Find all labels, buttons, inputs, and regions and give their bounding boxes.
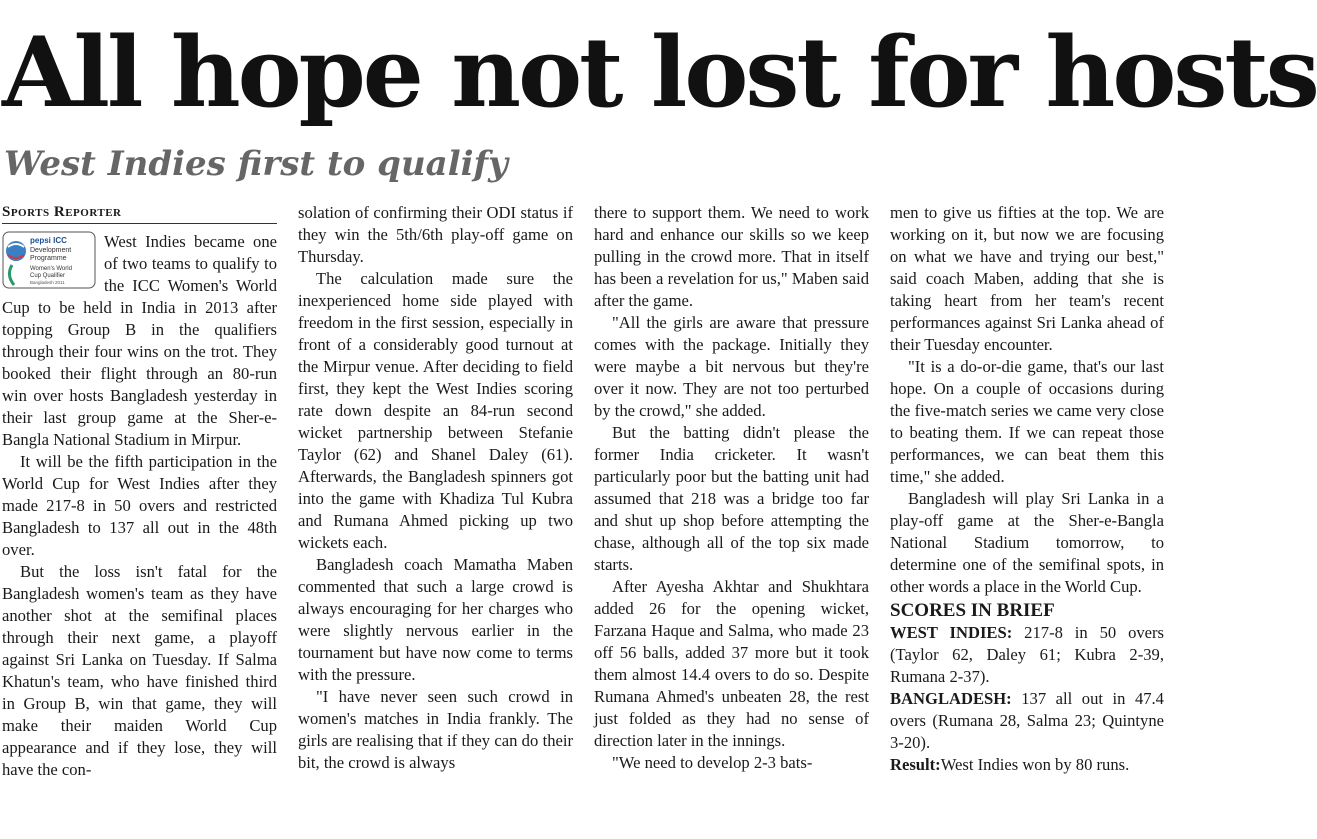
paragraph: "I have never seen such crowd in women's matches in India frankly. The girls are realising that if they can do their bit, the crowd is always xyxy=(298,687,573,772)
logo-line1: pepsi ICC xyxy=(30,236,67,245)
paragraph: "We need to develop 2-3 bats- xyxy=(612,753,813,772)
paragraph: solation of confirming their ODI status if they win the 5th/6th play-off game on Thursday. xyxy=(298,203,573,266)
paragraph: there to support them. We need to work hard and enhance our skills so we keep pulling in the crowd more. That in itself has been a revelation for us," Maben said after the game. xyxy=(594,203,869,310)
icc-development-programme-logo xyxy=(2,231,96,289)
article-column-3 xyxy=(594,202,869,839)
score-result xyxy=(890,754,1164,776)
logo-line4: Women's World xyxy=(30,266,72,272)
paragraph: men to give us fifties at the top. We are working on it, but now we are focusing on what we have and trying our best," said coach Maben, adding that she is taking heart from her team's recent performances against Sri Lanka ahead of their Tuesday encounter. xyxy=(890,203,1164,354)
article-column-2 xyxy=(298,202,573,839)
score-text: 217-8 in 50 overs (Taylor 62, Daley 61; Kubra 2-39, Rumana 2-37). xyxy=(890,623,1165,686)
score-label: Result: xyxy=(890,755,941,774)
logo-line2: Development xyxy=(30,247,72,254)
score-label: WEST INDIES: xyxy=(890,623,1013,642)
paragraph: West Indies became one of two teams to qualify to the ICC Women's World Cup to be held in India in 2013 after topping Group B in the qualifiers through their four wins on the trot. They booked their flight through an 80-run win over hosts Bangladesh yesterday in their last group game at the Sher-e-Bangla National Stadium in Mirpur. xyxy=(2,232,277,449)
byline: Sports Reporter xyxy=(2,202,277,224)
logo-line6: Bangladesh 2011 xyxy=(30,280,65,285)
article-column-4 xyxy=(890,202,1164,839)
paragraph: "All the girls are aware that pressure comes with the package. Initially they were maybe a bit nervous but they're over it now. They are not too perturbed by the crowd," she added. xyxy=(594,313,869,420)
score-bangladesh xyxy=(890,688,1164,754)
paragraph: After Ayesha Akhtar and Shukhtara added 26 for the opening wicket, Farzana Haque and Salma, who made 23 off 56 balls, added 37 more but it took them almost 14.4 overs to do so. Despite Rumana Ahmed's unbeaten 28, the rest just folded as they had no sense of direction later in the innings. xyxy=(594,577,869,750)
score-text: West Indies won by 80 runs. xyxy=(940,755,1130,774)
score-label: BANGLADESH: xyxy=(890,689,1012,708)
paragraph: But the loss isn't fatal for the Bangladesh women's team as they have another shot at the semifinal places through their next game, a playoff against Sri Lanka on Tuesday. If Salma Khatun's team, who have finished third in Group B, win that game, they will make their maiden World Cup appearance and if they lose, they will have the con- xyxy=(2,562,277,779)
scores-in-brief xyxy=(890,600,1164,776)
paragraph: It will be the fifth participation in the World Cup for West Indies after they made 217-8 in 50 overs and restricted Bangladesh to 137 all out in the 48th over. xyxy=(2,452,277,559)
logo-line3: Programme xyxy=(30,255,67,262)
paragraph: "It is a do-or-die game, that's our last hope. On a couple of occasions during the five-match series we came very close to beating them. If we can repeat those performances, we can beat them this time," she added. xyxy=(890,357,1164,486)
paragraph: The calculation made sure the inexperienced home side played with freedom in the first session, especially in front of a considerably good turnout at the Mirpur venue. After deciding to field first, they kept the West Indies scoring rate down despite an 84-run second wicket partnership between Stefanie Taylor (62) and Shanel Daley (61). Afterwards, the Bangladesh spinners got into the game with Khadiza Tul Kubra and Rumana Ahmed picking up two wickets each. xyxy=(298,269,573,552)
score-west-indies xyxy=(890,622,1164,688)
paragraph: Bangladesh coach Mamatha Maben commented that such a large crowd is always encouraging for her charges who were slightly nervous earlier in the tournament but have now come to terms with the pressure. xyxy=(298,555,573,684)
article-column-1 xyxy=(2,202,277,839)
scores-heading: SCORES IN BRIEF xyxy=(890,600,1055,621)
paragraph: But the batting didn't please the former India cricketer. It wasn't particularly poor but the batting unit had assumed that 218 was a bridge too far and shut up shop before attempting the chase, although all of the top six made starts. xyxy=(594,423,869,574)
headline: All hope not lost for hosts xyxy=(2,16,1317,129)
subheadline: West Indies first to qualify xyxy=(4,144,508,184)
paragraph: Bangladesh will play Sri Lanka in a play-off game at the Sher-e-Bangla National Stadium tomorrow, to determine one of the semifinal spots, in other words a place in the World Cup. xyxy=(890,489,1164,596)
score-text: 137 all out in 47.4 overs (Rumana 28, Salma 23; Quintyne 3-20). xyxy=(890,689,1164,752)
logo-line5: Cup Qualifier xyxy=(30,273,66,279)
